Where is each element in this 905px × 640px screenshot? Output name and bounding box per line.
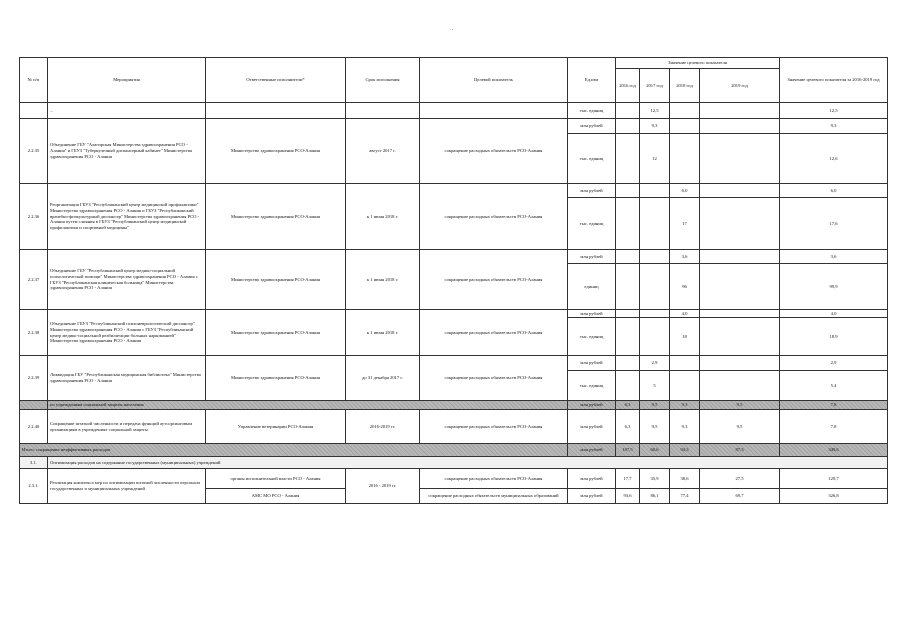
event-cell: ... bbox=[48, 103, 206, 119]
value-2017: 9,5 bbox=[640, 401, 670, 410]
total-cell: 17,6 bbox=[780, 198, 888, 250]
deadline-cell: к 1 июня 2018 г. bbox=[346, 250, 420, 310]
unit-cell: млн рублей bbox=[568, 356, 616, 371]
section-row bbox=[20, 457, 888, 469]
event-cell: Объединение ГБУ "Республиканский центр медико-социальной психологической помощи" Министерства здравоохранения РСО - Алания с ГБУЗ "Республиканская клиническая больница" Министерства здравоохранения РСО - Алания bbox=[48, 250, 206, 310]
total-cell: 99,9 bbox=[780, 264, 888, 310]
total-cell: 7,8 bbox=[780, 410, 888, 444]
grand-total-row bbox=[20, 444, 888, 457]
unit-cell: млн рублей bbox=[568, 489, 616, 504]
value-2016: 6,3 bbox=[616, 401, 640, 410]
unit-cell: млн рублей bbox=[568, 444, 616, 457]
total-cell: 5,4 bbox=[780, 371, 888, 401]
value-2018: 77,4 bbox=[670, 489, 700, 504]
value-2016: 107,5 bbox=[616, 444, 640, 457]
table-row bbox=[20, 119, 888, 134]
responsible-cell: Управление ветеринарии РСО-Алания bbox=[206, 410, 346, 444]
value-2017: 12,5 bbox=[640, 103, 670, 119]
header-row-1 bbox=[20, 58, 888, 69]
responsible-cell: органы исполнительной власти РСО - Алания bbox=[206, 469, 346, 489]
header-event: Мероприятия bbox=[48, 58, 206, 103]
table-row bbox=[20, 103, 888, 119]
header-unit: Ед.изм bbox=[568, 58, 616, 103]
value-2017: 2,9 bbox=[640, 356, 670, 371]
total-cell: 349,6 bbox=[780, 444, 888, 457]
value-2018: 3,6 bbox=[670, 250, 700, 264]
event-cell: Объединение ГБУЗ "Республиканский психоневрологический диспансер" Министерства здравоохранения РСО - Алания с ГБУЗ "Республиканский центр медико-социальной реабилитации больных наркоманией" Министерства здравоохранения РСО - Алания bbox=[48, 310, 206, 356]
num-cell: 2.2.39 bbox=[20, 356, 48, 401]
section-num: 3.1. bbox=[20, 457, 48, 469]
responsible-cell: АМС МО РСО - Алания bbox=[206, 489, 346, 504]
total-cell: 3,6 bbox=[780, 250, 888, 264]
value-2018: 96 bbox=[670, 264, 700, 310]
header-deadline: Срок исполнения bbox=[346, 58, 420, 103]
subtotal-row bbox=[20, 401, 888, 410]
responsible-cell: Министерство здравоохранения РСО-Алания bbox=[206, 310, 346, 356]
header-result: Целевой показатель bbox=[420, 58, 568, 103]
value-2018: 9,3 bbox=[670, 401, 700, 410]
header-total: Значение целевого показателя за 2016-2019 год bbox=[780, 58, 888, 103]
event-cell: Реорганизация ГБУЗ "Республиканский центр медицинской профилактики" Министерства здравоохранения РСО - Алания и ГБУЗ "Республиканский врачебно-физкультурный диспансер" Министерства здравоохранения РСО - Алания путем слияния в ГБУЗ "Республиканский центр медицинской профилактики и спортивной медицины" bbox=[48, 184, 206, 250]
total-cell: 129,7 bbox=[780, 469, 888, 489]
deadline-cell: к 1 июня 2018 г. bbox=[346, 184, 420, 250]
table-row bbox=[20, 356, 888, 371]
result-cell: сокращение расходных обязательств РСО-Алания bbox=[420, 356, 568, 401]
value-2016: 17,7 bbox=[616, 469, 640, 489]
value-2017: 9,3 bbox=[640, 119, 670, 134]
total-cell: 18,9 bbox=[780, 318, 888, 356]
unit-cell: единиц bbox=[568, 264, 616, 310]
deadline-cell: 2016-2019 гг. bbox=[346, 410, 420, 444]
value-2019: 9,5 bbox=[700, 410, 780, 444]
header-2016: 2016 год bbox=[616, 69, 640, 103]
result-cell: сокращение расходных обязательств РСО-Алания bbox=[420, 410, 568, 444]
total-cell: 6,0 bbox=[780, 184, 888, 198]
subtotal-label: по учреждениям социальной защиты населения bbox=[48, 401, 568, 410]
unit-cell: млн рублей bbox=[568, 401, 616, 410]
value-2019: 87,3 bbox=[700, 444, 780, 457]
total-cell: 7,8 bbox=[780, 401, 888, 410]
table-row bbox=[20, 469, 888, 489]
value-2019: 27,5 bbox=[700, 469, 780, 489]
num-cell: 2.2.38 bbox=[20, 310, 48, 356]
num-cell: 2.2.36 bbox=[20, 184, 48, 250]
unit-cell: млн рублей bbox=[568, 119, 616, 134]
unit-cell: млн рублей bbox=[568, 310, 616, 318]
event-cell: Реализация комплекса мер по оптимизации штатной численности персонала государственных и муниципальных учреждений bbox=[48, 469, 206, 504]
value-2018: 38,6 bbox=[670, 469, 700, 489]
unit-cell: млн рублей bbox=[568, 410, 616, 444]
header-num: № п/п bbox=[20, 58, 48, 103]
table-row bbox=[20, 410, 888, 444]
value-2017: 12 bbox=[640, 134, 670, 184]
unit-cell: млн рублей bbox=[568, 250, 616, 264]
table-row bbox=[20, 184, 888, 198]
num-cell: 2.3.1. bbox=[20, 469, 48, 504]
responsible-cell: Министерство здравоохранения РСО-Алания bbox=[206, 119, 346, 184]
header-2018: 2018 год bbox=[670, 69, 700, 103]
event-cell: Ликвидация ГБУ "Республиканская медицинская библиотека" Министерства здравоохранения РСО - Алания bbox=[48, 356, 206, 401]
result-cell: сокращение расходных обязательств РСО-Алания bbox=[420, 119, 568, 184]
table-row bbox=[20, 250, 888, 264]
unit-cell: тыс. единиц bbox=[568, 198, 616, 250]
header-responsible: Ответственные исполнители* bbox=[206, 58, 346, 103]
total-cell: 12,5 bbox=[780, 103, 888, 119]
responsible-cell: Министерство здравоохранения РСО-Алания bbox=[206, 250, 346, 310]
value-2017: 5 bbox=[640, 371, 670, 401]
unit-cell: тыс. единиц bbox=[568, 103, 616, 119]
total-cell: 326,8 bbox=[780, 489, 888, 504]
total-cell: 2,9 bbox=[780, 356, 888, 371]
value-2017: 60,6 bbox=[640, 444, 670, 457]
unit-cell: тыс. единиц bbox=[568, 134, 616, 184]
deadline-cell: август 2017 г. bbox=[346, 119, 420, 184]
result-cell: сокращение расходных обязательств РСО-Алания bbox=[420, 469, 568, 489]
deadline-cell: до 31 декабря 2017 г. bbox=[346, 356, 420, 401]
total-cell: 4,0 bbox=[780, 310, 888, 318]
table-row bbox=[20, 310, 888, 318]
value-2017: 35,9 bbox=[640, 469, 670, 489]
value-2018: 18 bbox=[670, 318, 700, 356]
header-2019: 2019 год bbox=[700, 69, 780, 103]
total-cell: 12,6 bbox=[780, 134, 888, 184]
result-cell: сокращение расходных обязательств РСО-Алания bbox=[420, 310, 568, 356]
result-cell: сокращение расходных обязательств РСО-Алания bbox=[420, 184, 568, 250]
unit-cell: млн рублей bbox=[568, 184, 616, 198]
value-2016: 93,6 bbox=[616, 489, 640, 504]
measures-table bbox=[19, 57, 888, 504]
deadline-cell: к 1 июня 2018 г. bbox=[346, 310, 420, 356]
unit-cell: млн рублей bbox=[568, 469, 616, 489]
value-2018: 9,3 bbox=[670, 410, 700, 444]
result-cell: сокращение расходных обязательств муниципальных образований bbox=[420, 489, 568, 504]
total-cell: 9,3 bbox=[780, 119, 888, 134]
value-2019: 9,5 bbox=[700, 401, 780, 410]
responsible-cell: Министерство здравоохранения РСО-Алания bbox=[206, 184, 346, 250]
page-mark: . bbox=[452, 26, 454, 32]
value-2018: 17 bbox=[670, 198, 700, 250]
event-cell: Сокращение штатной численности и передача функций аутсорсинговым организациям в учреждениях социальной защиты bbox=[48, 410, 206, 444]
unit-cell: тыс. единиц bbox=[568, 318, 616, 356]
value-2017: 9,5 bbox=[640, 410, 670, 444]
num-cell: 2.2.37 bbox=[20, 250, 48, 310]
num-cell: 2.2.40 bbox=[20, 410, 48, 444]
value-2018: 94,3 bbox=[670, 444, 700, 457]
deadline-cell: 2016 - 2019 гг. bbox=[346, 469, 420, 504]
section-label: Оптимизация расходов на содержание государственных (муниципальных) учреждений bbox=[48, 457, 888, 469]
event-cell: Объединение ГБУ "Алагирская Министерства здравоохранения РСО - Алания" и ГБУЗ "Туберкулезный диспансерный кабинет" Министерства здравоохранения РСО - Алания bbox=[48, 119, 206, 184]
unit-cell: тыс. единиц bbox=[568, 371, 616, 401]
header-2017: 2017 год bbox=[640, 69, 670, 103]
value-2018: 4,0 bbox=[670, 310, 700, 318]
result-cell: сокращение расходных обязательств РСО-Алания bbox=[420, 250, 568, 310]
value-2017: 86,1 bbox=[640, 489, 670, 504]
value-2016: 6,3 bbox=[616, 410, 640, 444]
responsible-cell: Министерство здравоохранения РСО-Алания bbox=[206, 356, 346, 401]
value-2018: 6,0 bbox=[670, 184, 700, 198]
header-group: Значение целевого показателя bbox=[616, 58, 780, 69]
grand-total-label: Итого: сокращение неэффективных расходов bbox=[20, 444, 568, 457]
num-cell: 2.2.35 bbox=[20, 119, 48, 184]
value-2019: 69,7 bbox=[700, 489, 780, 504]
